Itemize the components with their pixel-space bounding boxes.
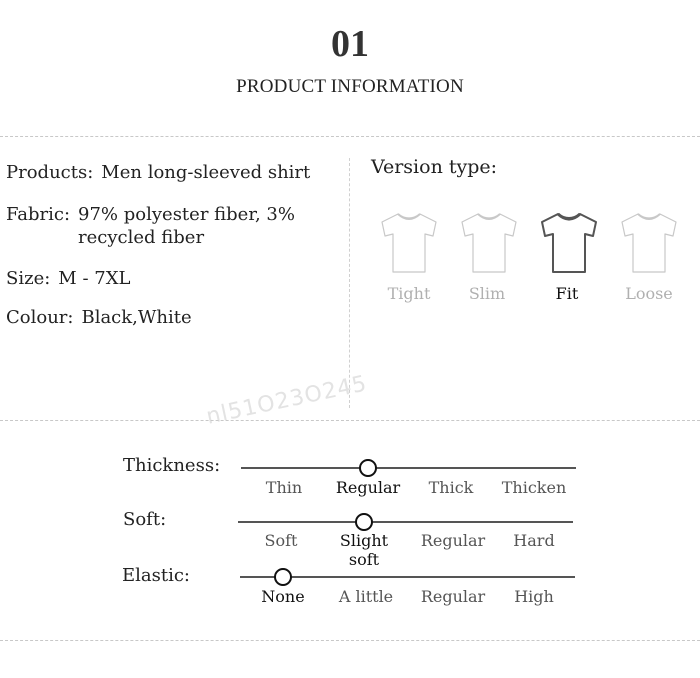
scale-name: Elastic: [122, 565, 191, 586]
section-number: 01 [331, 23, 369, 65]
tshirt-icon [458, 210, 520, 276]
info-fabric-label: Fabric: [6, 204, 71, 225]
section-title: PRODUCT INFORMATION [236, 76, 464, 97]
version-title: Version type: [371, 156, 498, 178]
tshirt-icon [378, 210, 440, 276]
scale-option: Regular [420, 587, 486, 606]
tshirt-icon [618, 210, 680, 276]
scale-option: Soft [264, 531, 298, 550]
scale-track [238, 521, 573, 523]
scale-option: Thick [428, 478, 474, 497]
scale-option: Thicken [501, 478, 567, 497]
scale-option: High [514, 587, 554, 606]
watermark: nl51O23O245 [204, 371, 370, 430]
info-size-label: Size: [6, 268, 51, 289]
scale-name: Soft: [123, 509, 167, 530]
scale-knob [355, 513, 373, 531]
info-products-label: Products: [6, 162, 94, 183]
scale-option: None [261, 587, 305, 606]
scale-knob [274, 568, 292, 586]
info-size-value: M - 7XL [58, 268, 131, 289]
info-products [6, 162, 310, 183]
scale-option: A little [338, 587, 394, 606]
scale-option: Thin [265, 478, 303, 497]
info-fabric-value: 97% polyester fiber, 3% recycled fiber [78, 204, 295, 248]
info-size [6, 268, 130, 289]
divider-top [0, 136, 700, 137]
scale-option: Regular [420, 531, 486, 550]
info-colour [6, 307, 192, 328]
scale-name: Thickness: [123, 455, 221, 476]
divider-middle [0, 420, 700, 421]
divider-bottom [0, 640, 700, 641]
tshirt-icon [538, 210, 600, 276]
scale-option: Hard [513, 531, 555, 550]
info-colour-value: Black,White [81, 307, 192, 328]
version-label-loose: Loose [625, 284, 673, 303]
version-label-slim: Slim [468, 284, 506, 303]
info-products-value: Men long-sleeved shirt [101, 162, 311, 183]
scale-option: Slight soft [339, 531, 389, 569]
scale-knob [359, 459, 377, 477]
version-label-tight: Tight [387, 284, 431, 303]
divider-vertical [349, 158, 350, 408]
scale-option: Regular [335, 478, 401, 497]
info-colour-label: Colour: [6, 307, 74, 328]
version-label-fit: Fit [555, 284, 579, 303]
info-fabric [6, 204, 308, 249]
scale-track [241, 467, 576, 469]
